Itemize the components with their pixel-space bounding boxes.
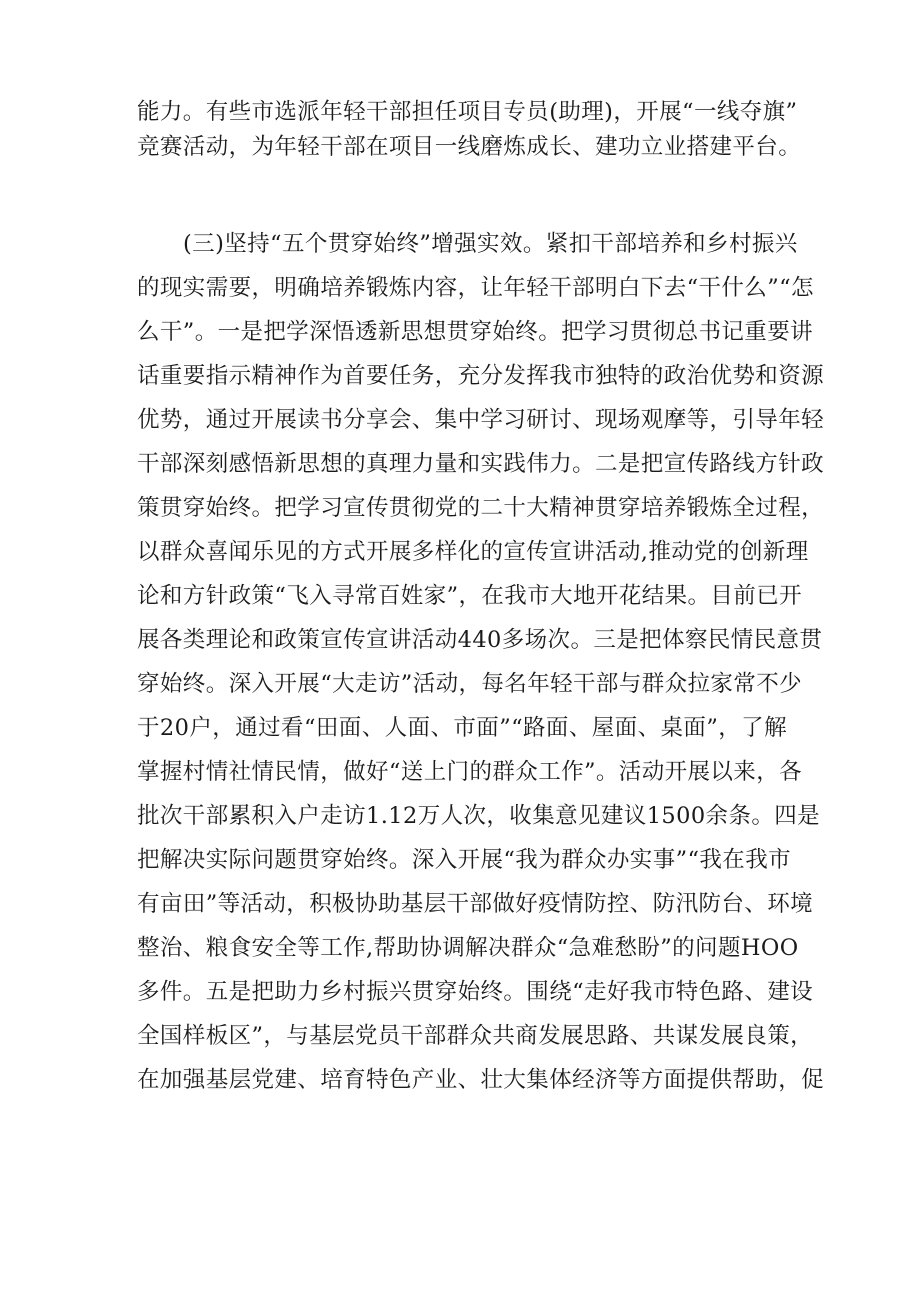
paragraph-line: 竞赛活动，为年轻干部在项目一线磨炼成长、建功立业搭建平台。 [137,134,802,160]
paragraph-line: 多件。五是把助力乡村振兴贯穿始终。围绕“走好我市特色路、建设 [137,979,814,1005]
paragraph-line: 策贯穿始终。把学习宣传贯彻党的二十大精神贯穿培养锻炼全过程， [137,495,825,521]
paragraph-line: 以群众喜闻乐见的方式开展多样化的宣传宣讲活动,推动党的创新理 [137,539,809,565]
section-heading-line: (三)坚持“五个贯穿始终”增强实效。紧扣干部培养和乡村振兴 [183,231,798,257]
paragraph-line: 于20户，通过看“田面、人面、市面”“路面、屋面、桌面”，了解 [137,715,787,741]
paragraph-line: 优势，通过开展读书分享会、集中学习研讨、现场观摩等，引导年轻 [137,407,825,433]
paragraph-line: 在加强基层党建、培育特色产业、壮大集体经济等方面提供帮助，促 [137,1067,825,1093]
paragraph-line: 么干”。一是把学深悟透新思想贯穿始终。把学习贯彻总书记重要讲 [137,319,814,345]
paragraph-line: 能力。有些市选派年轻干部担任项目专员(助理)，开展“一线夺旗” [137,99,798,125]
paragraph-line: 展各类理论和政策宣传宣讲活动440多场次。三是把体察民情民意贯 [137,627,823,653]
paragraph-line: 干部深刻感悟新思想的真理力量和实践伟力。二是把宣传路线方针政 [137,451,825,477]
paragraph-line: 批次干部累积入户走访1.12万人次，收集意见建议1500余条。四是 [137,803,821,829]
paragraph-line: 的现实需要，明确培养锻炼内容，让年轻干部明白下去“干什么”“怎 [137,275,814,301]
paragraph-line: 整治、粮食安全等工作,帮助协调解决群众“急难愁盼”的问题HOO [137,935,799,961]
paragraph-line: 论和方针政策“飞入寻常百姓家”，在我市大地开花结果。目前已开 [137,583,803,609]
paragraph-line: 穿始终。深入开展“大走访”活动，每名年轻干部与群众拉家常不少 [137,671,803,697]
paragraph-line: 有亩田”等活动，积极协助基层干部做好疫情防控、防汛防台、环境 [137,891,814,917]
paragraph-line: 把解决实际问题贯穿始终。深入开展“我为群众办实事”“我在我市 [137,847,792,873]
paragraph-line: 全国样板区”，与基层党员干部群众共商发展思路、共谋发展良策， [137,1023,814,1049]
paragraph-line: 话重要指示精神作为首要任务，充分发挥我市独特的政治优势和资源 [137,363,825,389]
paragraph-line: 掌握村情社情民情，做好“送上门的群众工作”。活动开展以来，各 [137,759,803,785]
